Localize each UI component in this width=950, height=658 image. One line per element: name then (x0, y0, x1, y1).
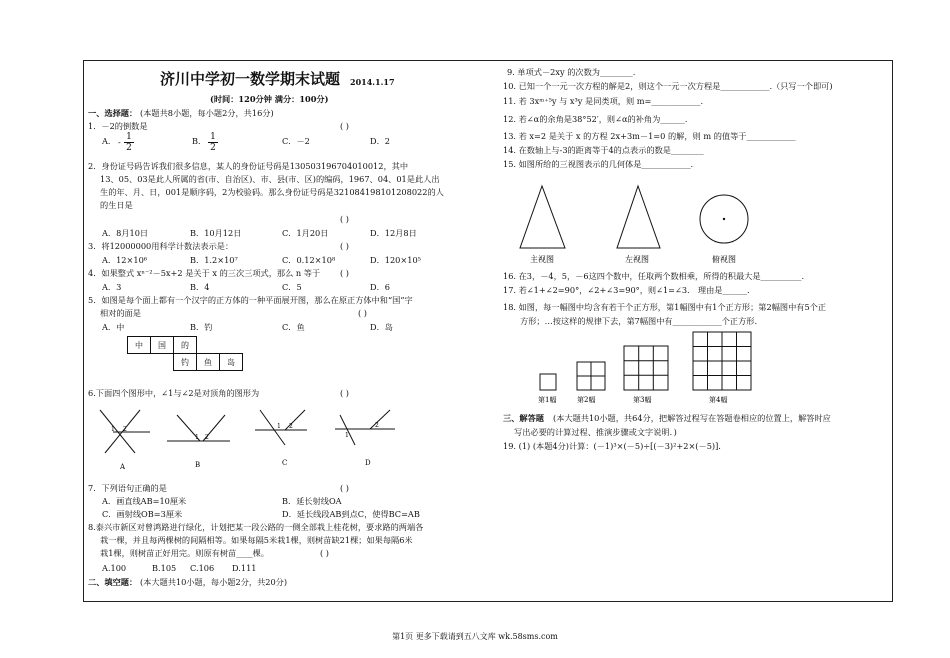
pattern-1-label: 第1幅 (538, 396, 557, 404)
q2-line1: 2．身份证号码告诉我们很多信息，某人的身份证号码是130503196704010012，其中 (88, 161, 409, 171)
q2-paren: ( ) (340, 214, 349, 224)
cube-net-empty (151, 354, 174, 371)
q1-option-a-label: A． (102, 136, 117, 146)
q19-text: 19. (1) (本题4分)计算：(－1)³×(－5)÷[(－3)²+2×(－5)]. (503, 441, 721, 451)
q4-option-b: B．4 (190, 282, 210, 292)
q7-option-b: B．延长射线OA (282, 496, 342, 506)
pattern-2-label: 第2幅 (577, 396, 596, 404)
angle-d-label-1: 1 (345, 432, 349, 439)
cube-net-cell: 国 (151, 337, 174, 354)
q12-text: 12. 若∠α的余角是38°52′，则∠α的补角为______. (503, 114, 688, 124)
q2-line3: 生的年、月、日，001是顺序码，2为校验码。那么身份证号码是321084198101208022的人 (100, 187, 444, 197)
q1-stem: 1．－2的倒数是 (88, 121, 148, 131)
q2-line4: 的生日是 (100, 200, 133, 210)
q7-option-d: D．延长线段AB到点C，使得BC=AB (282, 509, 420, 519)
angle-c-label-1: 1 (277, 423, 281, 430)
q8-option-b: B.105 (152, 563, 177, 573)
top-view-center-dot (723, 218, 725, 220)
q4-stem: 4．如果整式 xⁿ⁻²－5x+2 是关于 x 的三次三项式，那么 n 等于 (88, 268, 321, 278)
section2-desc: (本大题共10小题，每小题2分，共20分) (140, 577, 288, 587)
q4-option-d: D．6 (370, 282, 390, 292)
q7-option-a: A．画直线AB=10厘米 (102, 496, 187, 506)
q16-text: 16. 在3，－4，5，－6这四个数中，任取两个数相乘，所得的积最大是__________. (503, 271, 805, 281)
section2-heading: 二、填空题： (88, 577, 138, 587)
q2-option-a: A．8月10日 (102, 228, 149, 238)
angle-b-label-2: 2 (205, 434, 209, 441)
q17-text: 17. 若∠1+∠2=90°，∠2+∠3=90°，则∠1=∠3． 理由是______. (503, 285, 750, 295)
cube-net-empty (128, 354, 151, 371)
angle-figure-c (255, 410, 307, 445)
angle-a-label-1: 1 (111, 426, 115, 433)
cube-net-cell: 鱼 (197, 354, 220, 371)
front-view-label: 主视图 (530, 255, 554, 264)
q5-paren: ( ) (358, 308, 367, 318)
angle-a-label-2: 2 (123, 426, 127, 433)
q9-text: 9. 单项式－2xy 的次数为________. (507, 67, 636, 77)
three-views-figure (510, 180, 770, 270)
pattern-2 (577, 362, 605, 390)
angle-figure-d-label: D (365, 459, 371, 467)
section3-heading: 三、解答题 (503, 413, 544, 423)
q4-option-a: A．3 (102, 282, 122, 292)
q6-stem: 6.下面四个图形中，∠1与∠2是对顶角的图形为 (88, 388, 260, 398)
q1-option-c: C．－2 (282, 136, 310, 146)
exam-date: 2014.1.17 (350, 77, 395, 87)
q3-option-b: B．1.2×10⁷ (190, 255, 238, 265)
q5-option-a: A．中 (102, 322, 125, 332)
section1-desc: (本题共8小题，每小题2分，共16分) (140, 108, 274, 118)
q7-paren: ( ) (340, 483, 349, 493)
section1-heading: 一、选择题： (88, 108, 138, 118)
q7-stem: 7．下列语句正确的是 (88, 483, 167, 493)
q1-option-b-numerator: 1 (210, 132, 216, 142)
q7-option-c: C．画射线OB=3厘米 (102, 509, 183, 519)
cube-net-empty (220, 337, 243, 354)
q2-line2: 13、05、03是此人所属的省(市、自治区)、市、县(市、区)的编码，1967、04、01是此人出 (100, 174, 440, 184)
cube-net-cell: 的 (174, 337, 197, 354)
angle-d-label-2: 2 (375, 422, 379, 429)
q1-option-b-label: B． (192, 136, 207, 146)
q2-option-c: C．1月20日 (282, 228, 329, 238)
cube-net-empty (197, 337, 220, 354)
q6-paren: ( ) (340, 388, 349, 398)
pattern-3-label: 第3幅 (633, 396, 652, 404)
square-pattern-figure (535, 330, 765, 406)
top-view-label: 俯视图 (712, 255, 736, 264)
q5-option-c: C．鱼 (282, 322, 305, 332)
q5-line1: 5．如图是每个面上都有一个汉字的正方体的一种平面展开图，那么在原正方体中和“国”字 (88, 295, 413, 305)
cube-net-figure (127, 336, 243, 371)
pattern-4 (693, 332, 751, 390)
q1-option-d: D．2 (370, 136, 390, 146)
q10-text: 10. 已知一个一元一次方程的解是2，则这个一元一次方程是____________.（只写一个即可) (503, 81, 833, 91)
q8-option-a: A.100 (102, 563, 127, 573)
angle-figure-d (335, 410, 395, 445)
q5-option-b: B．钓 (190, 322, 213, 332)
q13-text: 13. 若 x=2 是关于 x 的方程 2x+3m－1=0 的解，则 m 的值等于____________ (503, 131, 796, 141)
q8-option-c: C.106 (190, 563, 215, 573)
q2-option-b: B．10月12日 (190, 228, 242, 238)
cube-net-cell: 中 (128, 337, 151, 354)
section3-desc-line1: (本大题共10小题，共64分，把解答过程写在答题卷相应的位置上，解答时应 (553, 413, 831, 423)
q11-text: 11. 若 3xᵐ⁺⁵y 与 x³y 是同类项，则 m=____________. (503, 96, 704, 106)
exam-title: 济川中学初一数学期末试题 (160, 70, 341, 88)
q1-option-a-numerator: 1 (126, 132, 132, 142)
cube-net-cell: 钓 (174, 354, 197, 371)
angle-figure-c-label: C (282, 459, 288, 467)
side-view-label: 左视图 (625, 255, 649, 264)
cube-net-cell: 岛 (220, 354, 243, 371)
q1-option-b-denominator: 2 (208, 142, 218, 153)
q4-paren: ( ) (340, 268, 349, 278)
q1-option-a-denominator: 2 (124, 142, 134, 153)
q18-line2: 方形；…按这样的规律下去，第7幅图中有____________个正方形. (520, 316, 758, 326)
q2-option-d: D．12月8日 (370, 228, 417, 238)
front-view-triangle (520, 186, 565, 248)
q5-option-d: D．岛 (370, 322, 393, 332)
q1-paren: ( ) (340, 121, 349, 131)
q1-option-a-sign: - (118, 137, 121, 147)
q3-option-a: A．12×10⁶ (102, 255, 148, 265)
q5-line2: 相对的面是 (100, 308, 141, 318)
side-view-triangle (617, 186, 660, 248)
q8-line2: 栽一棵，并且每两棵树的间隔相等。如果每隔5米栽1棵，则树苗缺21棵；如果每隔6米 (100, 535, 413, 545)
q3-option-c: C．0.12×10⁸ (282, 255, 336, 265)
q1-option-a-fraction (124, 132, 134, 153)
pattern-3 (624, 346, 668, 390)
q3-paren: ( ) (340, 241, 349, 251)
q14-text: 14. 在数轴上与-3的距离等于4的点表示的数是________ (503, 145, 704, 155)
q3-option-d: D．120×10⁵ (370, 255, 421, 265)
q8-option-d: D.111 (232, 563, 257, 573)
section3-desc-line2: 写出必要的计算过程、推演步骤或文字说明．) (514, 427, 677, 437)
angle-c-label-2: 2 (289, 423, 293, 430)
q18-line1: 18. 如图，每一幅图中均含有若干个正方形，第1幅图中有1个正方形；第2幅图中有5个正 (503, 302, 827, 312)
q8-paren: ( ) (320, 548, 329, 558)
q3-stem: 3．将12000000用科学计数法表示是： (88, 241, 234, 251)
q1-option-b-fraction (208, 132, 218, 153)
pattern-1 (540, 374, 556, 390)
pattern-4-label: 第4幅 (709, 396, 728, 404)
q8-line3: 栽1棵，则树苗正好用完。则原有树苗____棵。 (100, 548, 269, 558)
q4-option-c: C．5 (282, 282, 302, 292)
q8-line1: 8.泰兴市新区对曾鸿路进行绿化，计划把某一段公路的一侧全部栽上桂花树，要求路的两端各 (88, 522, 424, 532)
angle-figure-a-label: A (120, 463, 126, 471)
angle-figures (95, 405, 425, 475)
q15-text: 15. 如图所给的三视图表示的几何体是____________. (503, 159, 694, 169)
exam-meta: (时间：120分钟 满分：100分) (210, 94, 329, 104)
angle-figure-b-label: B (195, 461, 201, 469)
page-footer: 第1页 更多下载请到五八文库 wk.58sms.com (392, 632, 558, 641)
angle-b-label-1: 1 (195, 434, 199, 441)
